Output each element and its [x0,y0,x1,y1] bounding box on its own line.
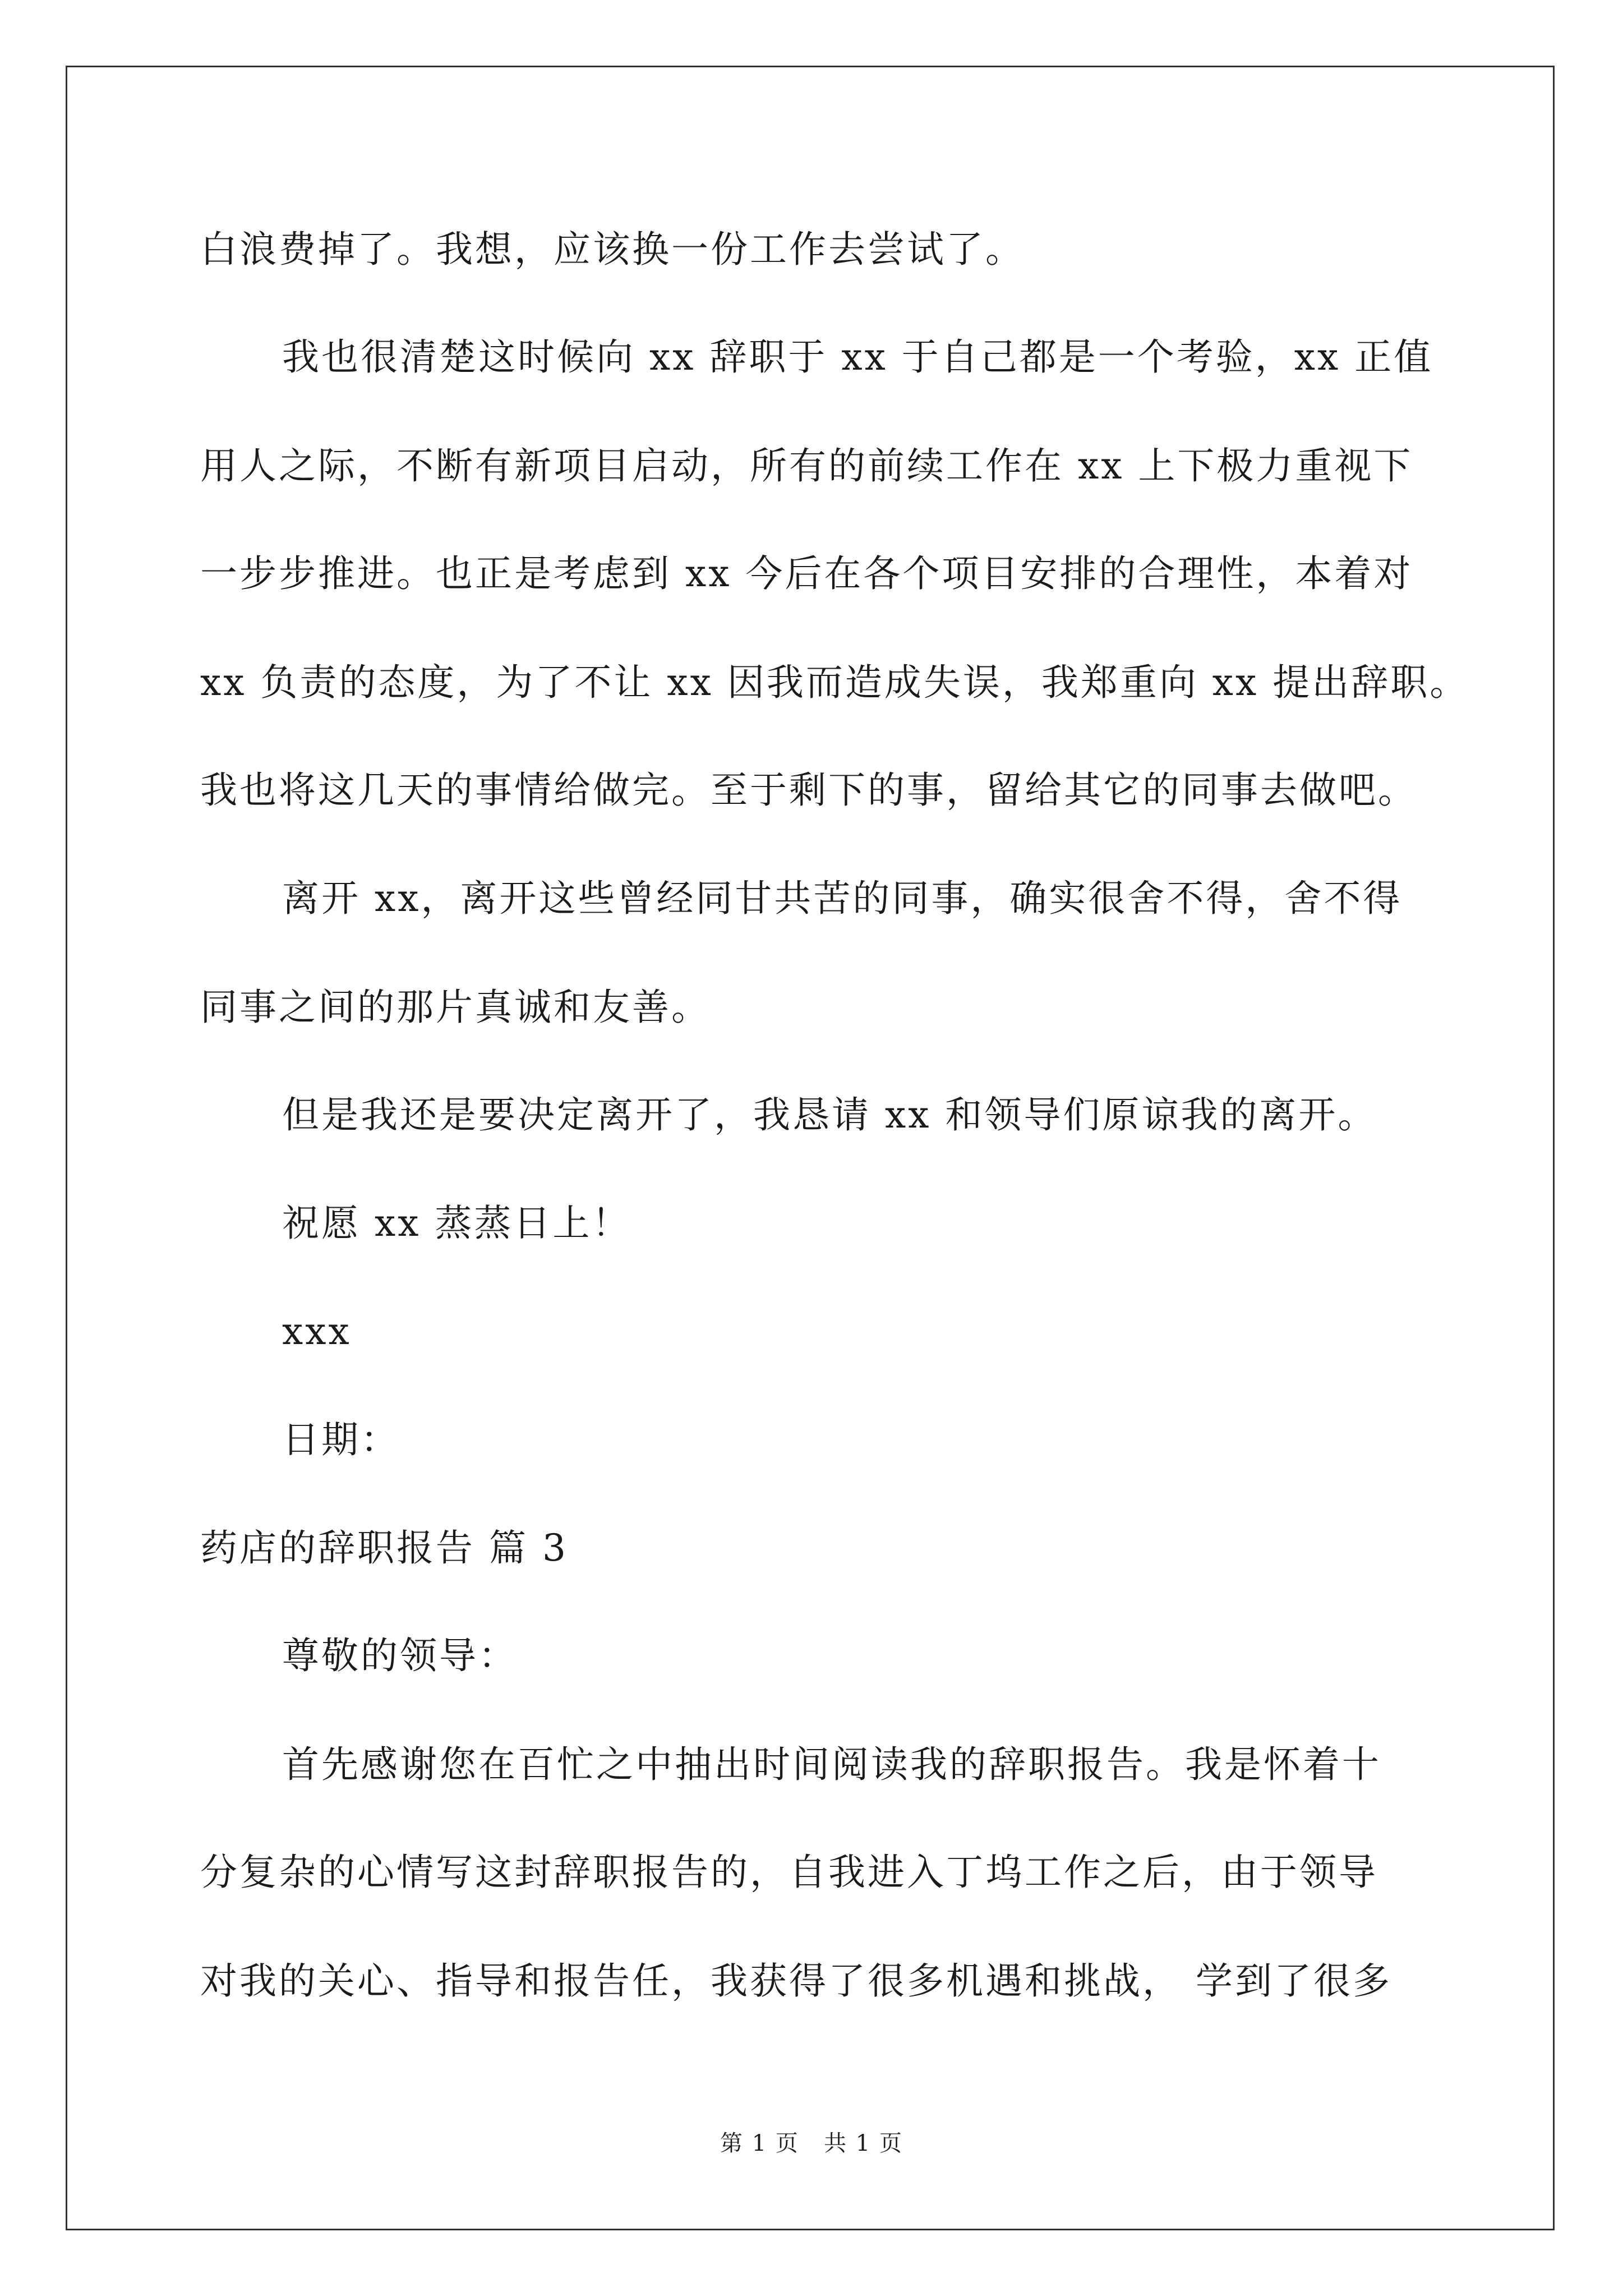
text-line: 离开 xx，离开这些曾经同甘共苦的同事，确实很舍不得，舍不得 [282,877,1403,920]
text-line: 同事之间的那片真诚和友善。 [200,986,711,1029]
text-line: 一步步推进。也正是考虑到 xx 今后在各个项目安排的合理性，本着对 [200,552,1413,595]
text-line: 我也将这几天的事情给做完。至于剩下的事，留给其它的同事去做吧。 [200,769,1417,812]
page-border [66,66,1555,2230]
text-line: 对我的关心、指导和报告任，我获得了很多机遇和挑战， 学到了很多 [200,1959,1392,2003]
salutation: 尊敬的领导： [282,1634,518,1677]
text-line: xx 负责的态度，为了不让 xx 因我而造成失误，我郑重向 xx 提出辞职。 [200,661,1469,704]
text-line: 首先感谢您在百忙之中抽出时间阅读我的辞职报告。我是怀着十 [282,1743,1381,1786]
text-line: 分复杂的心情写这封辞职报告的，自我进入丁坞工作之后，由于领导 [200,1851,1378,1894]
date-label: 日期： [282,1418,400,1461]
page-number-footer: 第 1 页 共 1 页 [720,2131,903,2156]
text-line: 我也很清楚这时候向 xx 辞职于 xx 于自己都是一个考验，xx 正值 [282,335,1433,379]
text-line: 祝愿 xx 蒸蒸日上！ [282,1202,631,1245]
text-line: 白浪费掉了。我想，应该换一份工作去尝试了。 [200,228,1025,271]
text-line: 用人之际，不断有新项目启动，所有的前续工作在 xx 上下极力重视下 [200,444,1413,487]
text-line: 但是我还是要决定离开了，我恳请 xx 和领导们原谅我的离开。 [282,1093,1377,1137]
signature-name: xxx [282,1310,352,1353]
section-heading: 药店的辞职报告 篇 3 [200,1526,568,1570]
